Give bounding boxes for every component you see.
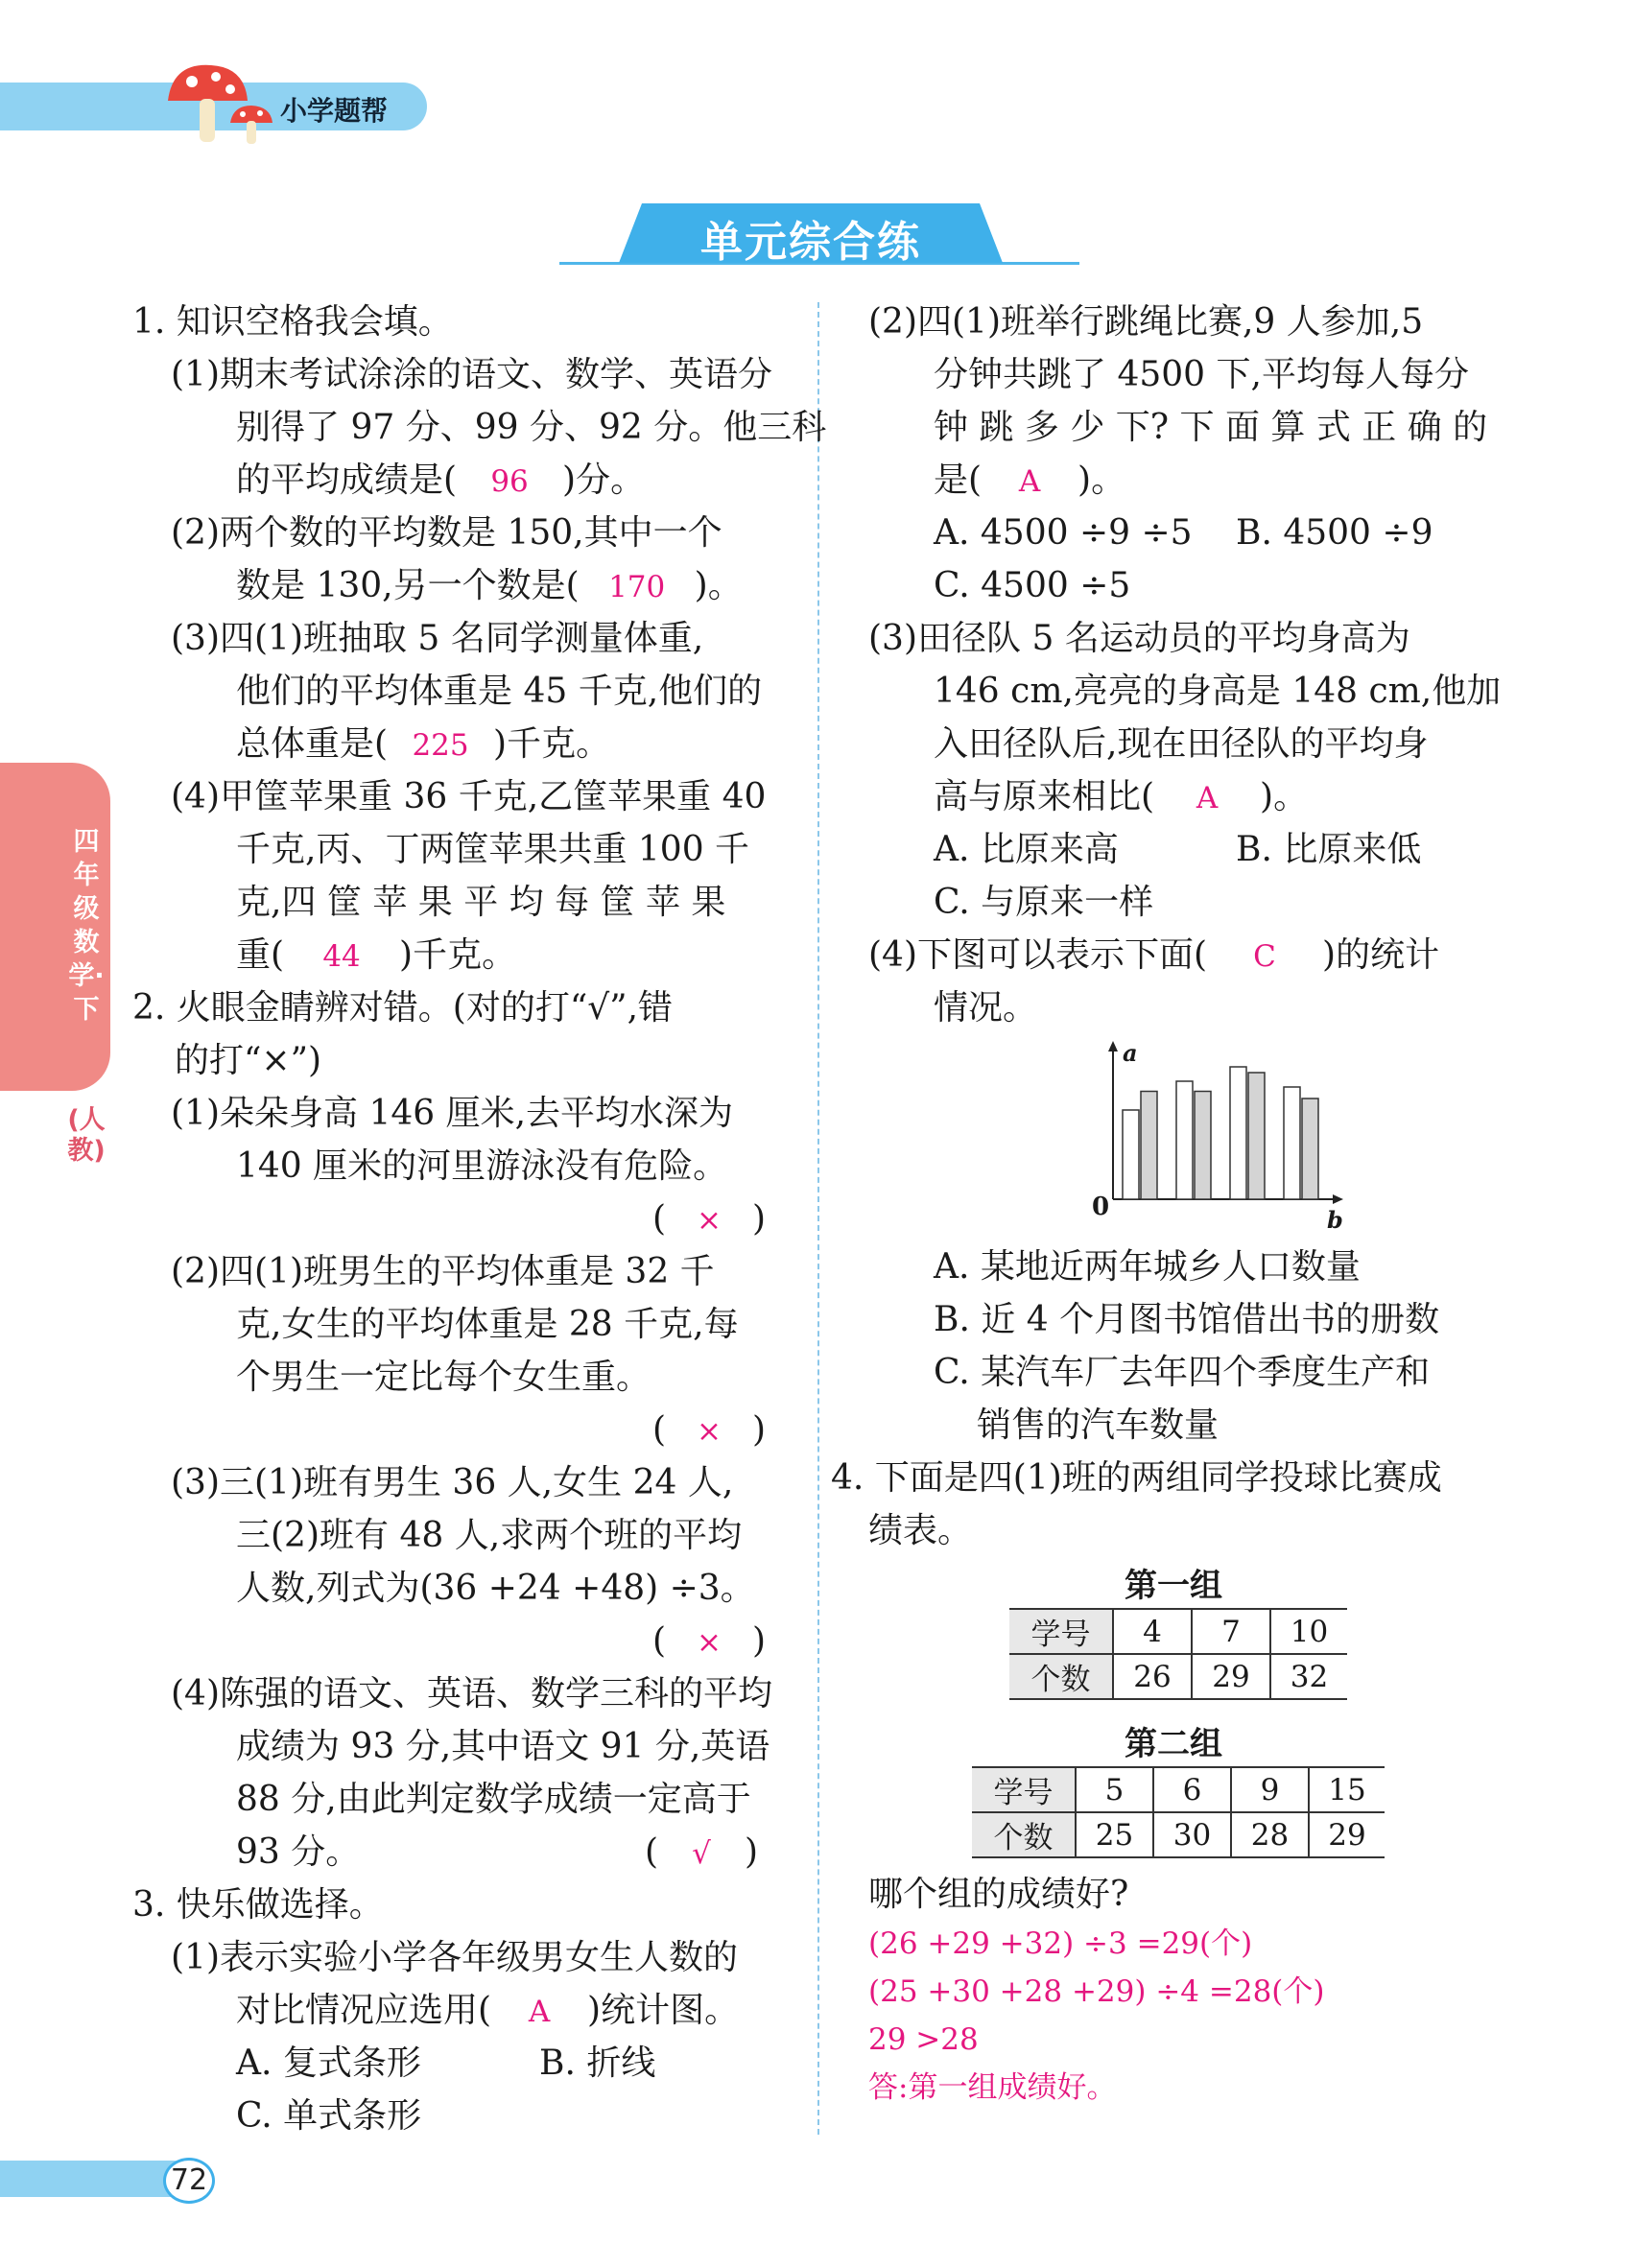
q1-title: 1. 知识空格我会填。 <box>132 302 453 342</box>
q4-title: 4. 下面是四(1)班的两组同学投球比赛成 <box>831 1458 1442 1498</box>
side-tab-edition: (人教) <box>67 1105 106 1166</box>
answer-q2-1: × <box>697 1203 722 1238</box>
q1-p3-line: (3)四(1)班抽取 5 名同学测量体重, <box>171 619 704 658</box>
q1-p3-line: 他们的平均体重是 45 千克,他们的 <box>236 672 763 711</box>
option: B. 折线 <box>539 2044 656 2083</box>
table-cell: 29 <box>1309 1812 1385 1857</box>
table-cell: 32 <box>1270 1654 1347 1699</box>
judge-bracket: ( × ) <box>652 1409 766 1453</box>
q3-p3-line: (3)田径队 5 名运动员的平均身高为 <box>868 619 1410 658</box>
q3-p4-line: (4)下图可以表示下面( C )的统计 <box>868 934 1439 978</box>
table1-caption: 第一组 <box>1125 1567 1222 1605</box>
y-axis-arrow <box>1108 1041 1118 1051</box>
q1-p2-line: 数是 130,另一个数是( 170 )。 <box>236 565 743 608</box>
q2-p3-line: (3)三(1)班有男生 36 人,女生 24 人, <box>171 1463 734 1502</box>
q1-p4-line: 克,四 筐 苹 果 平 均 每 筐 苹 果 <box>236 883 726 922</box>
judge-bracket: ( × ) <box>652 1620 766 1664</box>
option: C. 单式条形 <box>236 2096 422 2136</box>
q2-p2-line: 个男生一定比每个女生重。 <box>236 1358 651 1397</box>
table-row <box>1009 1654 1347 1699</box>
answer-q3-4: C <box>1253 939 1276 974</box>
answer-q3-3: A <box>1196 781 1219 815</box>
chart-origin: 0 <box>1092 1193 1110 1221</box>
chart-bar <box>1176 1081 1193 1199</box>
chart-bar <box>1141 1092 1157 1200</box>
q3-p2-line: 钟 跳 多 少 下? 下 面 算 式 正 确 的 <box>934 408 1488 447</box>
q2-p3-line: 人数,列式为(36 +24 +48) ÷3。 <box>236 1569 755 1608</box>
q2-p3-line: 三(2)班有 48 人,求两个班的平均 <box>236 1516 743 1555</box>
table-cell: 15 <box>1309 1767 1385 1812</box>
q2-p2-line: 克,女生的平均体重是 28 千克,每 <box>236 1305 739 1344</box>
chart-bar <box>1230 1067 1246 1199</box>
table-cell: 个数 <box>972 1812 1076 1857</box>
table-cell: 7 <box>1192 1609 1270 1654</box>
y-axis-label: a <box>1123 1039 1138 1067</box>
q2-p4-line: 88 分,由此判定数学成绩一定高于 <box>236 1780 751 1819</box>
option: B. 近 4 个月图书馆借出书的册数 <box>934 1300 1440 1339</box>
answer-q2-4: √ <box>692 1836 711 1871</box>
q4-title: 绩表。 <box>868 1511 973 1550</box>
answer-q1-2: 170 <box>608 570 666 604</box>
table-cell: 10 <box>1270 1609 1347 1654</box>
q3-p3-line: 146 cm,亮亮的身高是 148 cm,他加 <box>934 672 1502 711</box>
q1-p3-line: 总体重是( 225 )千克。 <box>236 723 610 767</box>
judge-bracket: ( × ) <box>652 1198 766 1241</box>
option: B. 比原来低 <box>1236 830 1422 869</box>
table-row <box>1009 1609 1347 1654</box>
q1-p4-line: 重( 44 )千克。 <box>236 934 516 978</box>
option: A. 4500 ÷9 ÷5 <box>934 513 1193 553</box>
answer-q1-4: 44 <box>322 939 361 974</box>
mushroom-icon <box>163 58 278 149</box>
q4-question: 哪个组的成绩好? <box>868 1875 1129 1914</box>
option: B. 4500 ÷9 <box>1236 513 1433 553</box>
option: C. 与原来一样 <box>934 883 1154 922</box>
q1-p4-line: (4)甲筐苹果重 36 千克,乙筐苹果重 40 <box>171 777 767 816</box>
table-cell: 9 <box>1231 1767 1309 1812</box>
table-row <box>972 1812 1385 1857</box>
q2-p4-line: 93 分。 <box>236 1832 361 1872</box>
q4-solution-line: (25 +30 +28 +29) ÷4 =28(个) <box>868 1974 1325 2009</box>
option: A. 某地近两年城乡人口数量 <box>934 1247 1361 1287</box>
q2-p4-line: (4)陈强的语文、英语、数学三科的平均 <box>171 1674 772 1713</box>
answer-q3-2: A <box>1018 464 1041 499</box>
page-number: 72 <box>163 2158 215 2204</box>
q3-p3-line: 入田径队后,现在田径队的平均身 <box>934 724 1429 764</box>
q2-title: 的打“×”) <box>175 1041 322 1080</box>
score-table-group2 <box>972 1766 1385 1858</box>
judge-bracket: ( √ ) <box>645 1831 758 1875</box>
q3-p2-line: 分钟共跳了 4500 下,平均每人每分 <box>934 355 1469 394</box>
bar-chart <box>1075 1036 1353 1238</box>
q2-p1-line: (1)朵朵身高 146 厘米,去平均水深为 <box>171 1094 734 1133</box>
table-cell: 5 <box>1076 1767 1153 1812</box>
table-cell: 28 <box>1231 1812 1309 1857</box>
q1-p4-line: 千克,丙、丁两筐苹果共重 100 千 <box>236 830 750 869</box>
q4-answer: 答:第一组成绩好。 <box>868 2070 1117 2105</box>
score-table-group1 <box>1009 1608 1347 1700</box>
q2-p2-line: (2)四(1)班男生的平均体重是 32 千 <box>171 1252 715 1291</box>
q3-p1-line: (1)表示实验小学各年级男女生人数的 <box>171 1938 738 1977</box>
brand-name: 小学题帮 <box>280 95 389 127</box>
answer-q2-2: × <box>697 1414 722 1449</box>
table-cell: 个数 <box>1009 1654 1113 1699</box>
answer-q2-3: × <box>697 1625 722 1660</box>
q3-title: 3. 快乐做选择。 <box>132 1885 384 1925</box>
x-axis-label: b <box>1327 1206 1343 1234</box>
table-cell: 学号 <box>1009 1609 1113 1654</box>
chart-bar <box>1284 1087 1300 1199</box>
q2-p4-line: 成绩为 93 分,其中语文 91 分,英语 <box>236 1727 770 1766</box>
option: C. 4500 ÷5 <box>934 566 1131 605</box>
option: A. 比原来高 <box>934 830 1119 869</box>
table-cell: 4 <box>1113 1609 1192 1654</box>
q1-p2-line: (2)两个数的平均数是 150,其中一个 <box>171 513 722 553</box>
q2-title: 2. 火眼金睛辨对错。(对的打“√”,错 <box>132 988 674 1028</box>
section-title: 单元综合练 <box>700 218 921 267</box>
q3-p3-line: 高与原来相比( A )。 <box>934 776 1308 819</box>
q3-p2-line: (2)四(1)班举行跳绳比赛,9 人参加,5 <box>868 302 1424 342</box>
answer-q3-1: A <box>528 1995 551 2029</box>
q2-p1-line: 140 厘米的河里游泳没有危险。 <box>236 1146 728 1186</box>
q4-solution-line: (26 +29 +32) ÷3 =29(个) <box>868 1926 1253 1961</box>
column-divider <box>817 302 819 2135</box>
chart-bar <box>1248 1073 1265 1199</box>
table2-caption: 第二组 <box>1125 1725 1222 1763</box>
table-cell: 26 <box>1113 1654 1192 1699</box>
option: 销售的汽车数量 <box>977 1406 1220 1445</box>
table-cell: 30 <box>1153 1812 1231 1857</box>
q3-p4-line: 情况。 <box>934 988 1038 1028</box>
option: C. 某汽车厂去年四个季度生产和 <box>934 1353 1431 1392</box>
q1-p1-line: 的平均成绩是( 96 )分。 <box>236 460 645 503</box>
side-tab-grade: 四年级数学·下 <box>68 827 105 1025</box>
q1-p1-line: 别得了 97 分、99 分、92 分。他三科 <box>236 408 827 447</box>
q3-p1-line: 对比情况应选用( A )统计图。 <box>236 1990 739 2033</box>
table-cell: 25 <box>1076 1812 1153 1857</box>
table-cell: 学号 <box>972 1767 1076 1812</box>
option: A. 复式条形 <box>236 2044 421 2083</box>
table-cell: 6 <box>1153 1767 1231 1812</box>
chart-bar <box>1123 1110 1139 1199</box>
chart-bar <box>1302 1099 1318 1199</box>
q3-p2-line: 是( A )。 <box>934 460 1125 503</box>
table-cell: 29 <box>1192 1654 1270 1699</box>
answer-q1-3: 225 <box>412 728 469 763</box>
chart-bar <box>1195 1092 1211 1200</box>
table-row <box>972 1767 1385 1812</box>
q1-p1-line: (1)期末考试涂涂的语文、数学、英语分 <box>171 355 772 394</box>
answer-q1-1: 96 <box>490 464 529 499</box>
q4-solution-line: 29 >28 <box>868 2022 979 2057</box>
